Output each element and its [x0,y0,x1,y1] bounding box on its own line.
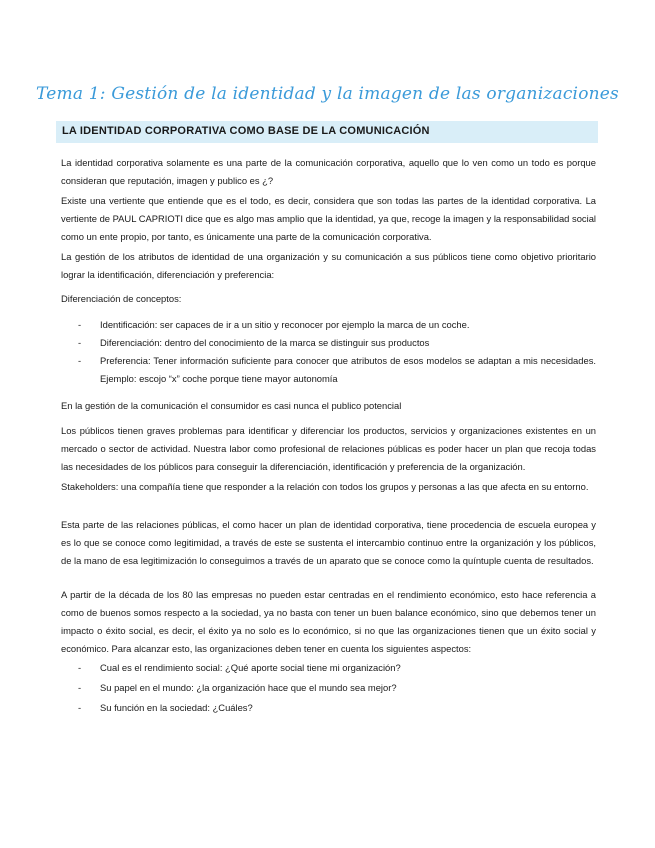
list-item-text: Su papel en el mundo: ¿la organización hace que el mundo sea mejor? [100,682,397,693]
list-item [78,352,596,388]
paragraph-publicos: Los públicos tienen graves problemas para identificar y diferenciar los productos, servicios y organizaciones existentes en un mercado o sector de actividad. Nuestra labor como profesional de relaciones públicas es poder hacer un plan que recoja todas las necesidades de los públicos para conseguir la diferenciación, identificación y preferencia de la organización. [61,425,596,472]
page-title: Tema 1: Gestión de la identidad y la imagen de las organizaciones [36,84,619,104]
list-item [78,699,596,717]
paragraph-gestion: La gestión de los atributos de identidad de una organización y su comunicación a sus públicos tiene como objetivo prioritario lograr la identificación, diferenciación y preferencia: [61,251,596,280]
paragraph-diferenciacion-heading: Diferenciación de conceptos: [61,293,182,304]
bullet-dash: - [78,337,82,348]
paragraph-stakeholders: Stakeholders: una compañía tiene que responder a la relación con todos los grupos y personas a las que afecta en su entorno. [61,481,589,492]
paragraph-vertientes: Existe una vertiente que entiende que es el todo, es decir, considera que son todas las partes de la identidad corporativa. La vertiente de PAUL CAPRIOTI dice que es algo mas amplio que la identidad, ya que, recoge la imagen y la responsabilidad social como un ente propio, por tanto, es únicamente una parte de la comunicación corporativa. [61,195,596,242]
list-item [78,334,596,352]
list-item-text: Identificación: ser capaces de ir a un sitio y reconocer por ejemplo la marca de un coche. [100,319,470,330]
list-item-text: Diferenciación: dentro del conocimiento de la marca se distinguir sus productos [100,337,430,348]
bullet-dash: - [78,355,82,366]
list-item-text: Preferencia: Tener información suficiente para conocer que atributos de esos modelos se adaptan a mis necesidades. Ejemplo: escojo “x” coche porque tiene mayor autonomía [100,355,596,384]
bullet-dash: - [78,662,82,673]
list-item [78,316,596,334]
list-item-text: Su función en la sociedad: ¿Cuáles? [100,702,253,713]
list-item [78,659,596,677]
bullet-dash: - [78,682,82,693]
list-item-text: Cual es el rendimiento social: ¿Qué aporte social tiene mi organización? [100,662,401,673]
list-item [78,679,596,697]
paragraph-legitimidad: Esta parte de las relaciones públicas, el como hacer un plan de identidad corporativa, tiene procedencia de escuela europea y es lo que se conoce como legitimidad, a través de este se sustenta el intercambio continuo entre la organización y los públicos, de la mano de esa legitimización lo conseguimos a través de un aparato que se conoce como la quíntuple cuenta de resultados. [61,519,596,566]
bullet-dash: - [78,702,82,713]
paragraph-decada-80: A partir de la década de los 80 las empresas no pueden estar centradas en el rendimiento económico, esto hace referencia a como de buenos somos respecto a la sociedad, ya no basta con tener un buen balance económico, sino que debemos tener un impacto o éxito social, es decir, el éxito ya no solo es lo económico, si no que las organizaciones tienen que un éxito social y económico. Para alcanzar esto, las organizaciones deben tener en cuenta los siguientes aspectos: [61,589,596,654]
bullet-dash: - [78,319,82,330]
paragraph-intro: La identidad corporativa solamente es una parte de la comunicación corporativa, aquello que lo ven como un todo es porque consideran que reputación, imagen y publico es ¿? [61,157,596,186]
section-heading-bar [56,121,598,143]
paragraph-consumidor: En la gestión de la comunicación el consumidor es casi nunca el publico potencial [61,400,402,411]
section-heading: LA IDENTIDAD CORPORATIVA COMO BASE DE LA COMUNICACIÓN [62,125,430,137]
